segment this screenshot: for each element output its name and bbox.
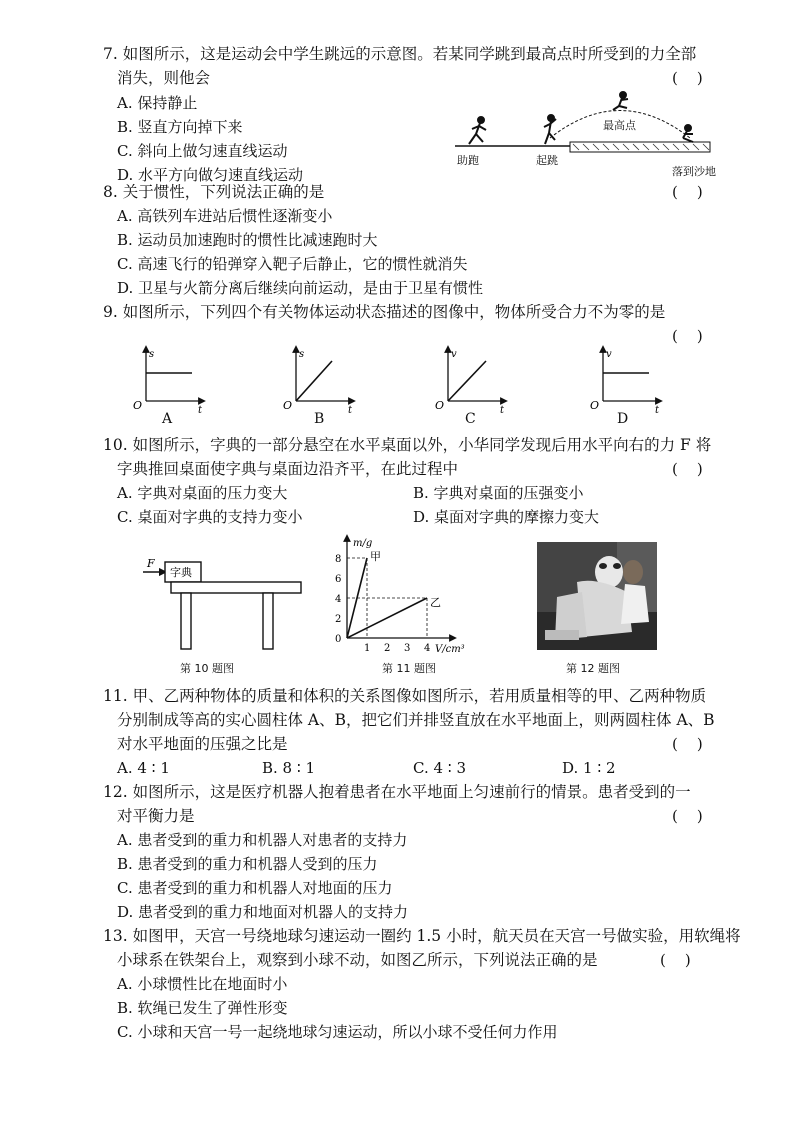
label-run: 助跑 [457, 154, 479, 167]
graph-d-letter: D [617, 411, 629, 427]
q12-option-d: D. 患者受到的重力和地面对机器人的支持力 [117, 903, 409, 921]
q10-option-c: C. 桌面对字典的支持力变小 [117, 508, 303, 526]
q13-option-a: A. 小球惯性比在地面时小 [117, 975, 288, 993]
x-tick-label: 1 [364, 643, 371, 654]
graph-d [585, 343, 665, 417]
graph-c-xaxis: t [500, 405, 505, 416]
label-land-sand: 落到沙地 [672, 165, 716, 178]
graph-c-origin: O [435, 399, 445, 412]
graph-a-yaxis: s [149, 349, 155, 360]
q8-option-a: A. 高铁列车进站后惯性逐渐变小 [117, 207, 333, 225]
q10-stem-line1: 10. 如图所示，字典的一部分悬空在水平桌面以外，小华同学发现后用水平向右的力 F 将 [103, 436, 712, 454]
q11-option-b: B. 8 ∶ 1 [262, 759, 316, 777]
q13-stem-line1: 13. 如图甲，天宫一号绕地球匀速运动一圈约 1.5 小时，航天员在天宫一号做实验，用软绳将 [103, 927, 741, 945]
graph-d-xaxis: t [655, 405, 660, 416]
mass-volume-chart [325, 528, 495, 658]
q12-option-c: C. 患者受到的重力和机器人对地面的压力 [117, 879, 393, 897]
q8-option-d: D. 卫星与火箭分离后继续向前运动，是由于卫星有惯性 [117, 279, 484, 297]
force-label: F [147, 557, 155, 570]
y-tick-label: 2 [335, 614, 342, 625]
label-highest-point: 最高点 [603, 119, 636, 132]
q10-option-b: B. 字典对桌面的压强变小 [413, 484, 584, 502]
q13-option-c: C. 小球和天宫一号一起绕地球匀速运动，所以小球不受任何力作用 [117, 1023, 558, 1041]
q7-option-a: A. 保持静止 [117, 94, 198, 112]
robot-patient-photo [537, 542, 657, 650]
jumper-peak-icon [613, 92, 628, 110]
q11-stem-line2: 分别制成等高的实心圆柱体 A、B，把它们并排竖直放在水平地面上，则两圆柱体 A、B [117, 711, 715, 729]
graph-a-origin: O [133, 399, 143, 412]
y-tick-label: 4 [335, 594, 342, 605]
q9-stem: 9. 如图所示，下列四个有关物体运动状态描述的图像中，物体所受合力不为零的是 [103, 303, 666, 321]
fig12-caption: 第 12 题图 [566, 662, 620, 675]
q8-option-c: C. 高速飞行的铅弹穿入靶子后静止，它的惯性就消失 [117, 255, 468, 273]
q12-stem-line1: 12. 如图所示，这是医疗机器人抱着患者在水平地面上匀速前行的情景。患者受到的一 [103, 783, 691, 801]
fig11-caption: 第 11 题图 [382, 662, 436, 675]
jumper-landing-icon [683, 125, 693, 142]
x-tick-label: 4 [424, 643, 431, 654]
q7-answer-bracket: ( ) [672, 69, 703, 87]
graph-d-yaxis: v [606, 349, 612, 360]
q10-option-d: D. 桌面对字典的摩擦力变大 [413, 508, 600, 526]
x-tick-label: 2 [384, 643, 391, 654]
graph-d-origin: O [590, 399, 600, 412]
y-axis-label: m/g [353, 538, 373, 549]
q8-stem: 8. 关于惯性，下列说法正确的是 [103, 183, 325, 201]
graph-a [128, 343, 208, 417]
jumper-takeoff-icon [544, 115, 556, 144]
x-tick-label: 3 [404, 643, 411, 654]
q11-option-a: A. 4 ∶ 1 [117, 759, 170, 777]
runner-icon [469, 117, 486, 144]
q10-option-a: A. 字典对桌面的压力变大 [117, 484, 288, 502]
graph-b-letter: B [314, 411, 325, 427]
q12-stem-line2: 对平衡力是 [117, 807, 195, 825]
q11-stem-line1: 11. 甲、乙两种物体的质量和体积的关系图像如图所示，若用质量相等的甲、乙两种物质 [103, 687, 707, 705]
q11-answer-bracket: ( ) [672, 735, 703, 753]
series-line-2 [347, 598, 427, 638]
graph-b-origin: O [283, 399, 293, 412]
q7-option-b: B. 竖直方向掉下来 [117, 118, 243, 136]
fig10-caption: 第 10 题图 [180, 662, 234, 675]
q10-stem-line2: 字典推回桌面使字典与桌面边沿齐平，在此过程中 [117, 460, 459, 478]
q7-option-d: D. 水平方向做匀速直线运动 [117, 166, 304, 184]
graph-a-letter: A [162, 411, 173, 427]
y-tick-label: 8 [335, 554, 342, 565]
x-axis-label: V/cm³ [435, 644, 465, 655]
graph-c-yaxis: v [451, 349, 457, 360]
q7-option-c: C. 斜向上做匀速直线运动 [117, 142, 288, 160]
series-label-2: 乙 [430, 596, 441, 609]
graph-c [430, 343, 510, 417]
q12-option-a: A. 患者受到的重力和机器人对患者的支持力 [117, 831, 408, 849]
q7-stem-line2: 消失，则他会 [117, 69, 211, 87]
label-takeoff: 起跳 [536, 154, 558, 167]
q12-answer-bracket: ( ) [672, 807, 703, 825]
q13-option-b: B. 软绳已发生了弹性形变 [117, 999, 288, 1017]
series-label-1: 甲 [370, 550, 381, 563]
dictionary-table-figure [135, 550, 305, 655]
y-tick-label: 6 [335, 574, 342, 585]
q11-stem-line3: 对水平地面的压强之比是 [117, 735, 288, 753]
graph-a-xaxis: t [198, 405, 203, 416]
graph-b [278, 343, 358, 417]
q8-option-b: B. 运动员加速跑时的惯性比减速跑时大 [117, 231, 378, 249]
q13-stem-line2: 小球系在铁架台上，观察到小球不动，如图乙所示，下列说法正确的是 [117, 951, 598, 969]
q13-answer-bracket: ( ) [660, 951, 691, 969]
q12-option-b: B. 患者受到的重力和机器人受到的压力 [117, 855, 378, 873]
graph-c-letter: C [465, 411, 476, 427]
q8-answer-bracket: ( ) [672, 183, 703, 201]
q11-option-d: D. 1 ∶ 2 [562, 759, 616, 777]
y-tick-label: 0 [335, 634, 342, 645]
q11-option-c: C. 4 ∶ 3 [413, 759, 467, 777]
dictionary-label: 字典 [170, 566, 192, 579]
graph-b-yaxis: s [299, 349, 305, 360]
graph-b-xaxis: t [348, 405, 353, 416]
q7-stem-line1: 7. 如图所示，这是运动会中学生跳远的示意图。若某同学跳到最高点时所受到的力全部 [103, 45, 697, 63]
q9-answer-bracket: ( ) [672, 327, 703, 345]
q10-answer-bracket: ( ) [672, 460, 703, 478]
